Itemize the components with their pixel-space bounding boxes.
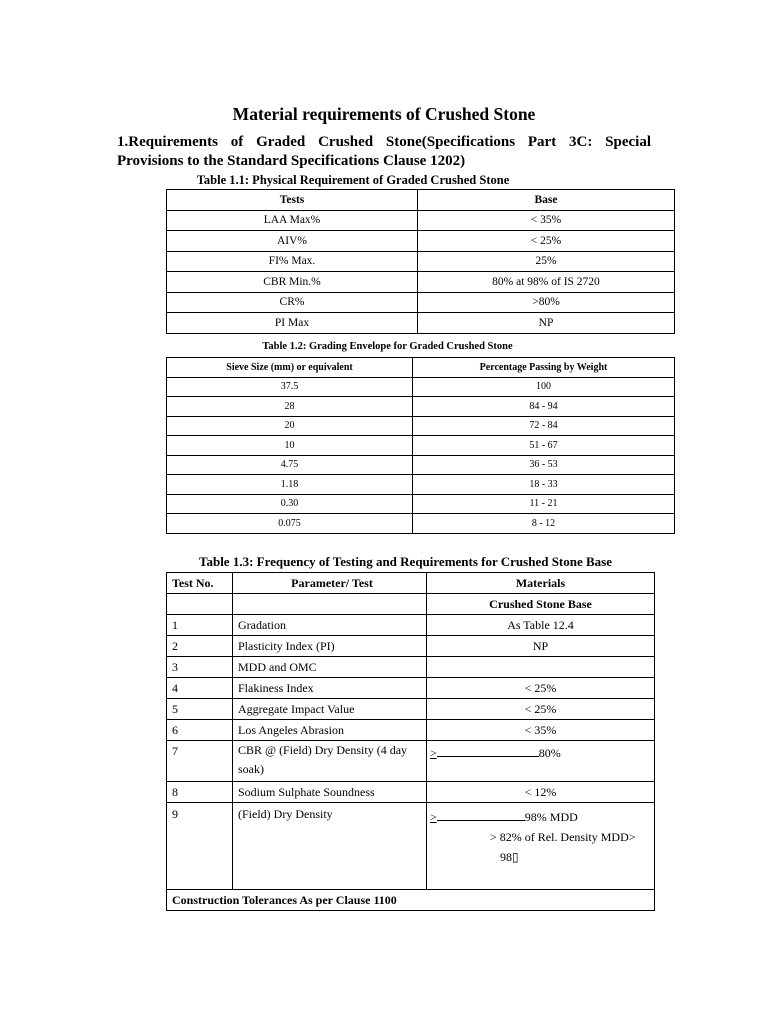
table-cell: 5: [167, 699, 233, 720]
table-row: [167, 231, 675, 252]
table-cell: < 35%: [427, 720, 655, 741]
table-cell: 8: [167, 782, 233, 803]
table-row: [167, 803, 655, 890]
table-cell: 2: [167, 636, 233, 657]
table-header-cell: Sieve Size (mm) or equivalent: [167, 358, 413, 378]
table-footer-row: [167, 890, 655, 911]
table-row: [167, 436, 675, 456]
table-cell: < 25%: [418, 231, 675, 252]
table1-caption: Table 1.1: Physical Requirement of Graded Crushed Stone: [196, 173, 510, 187]
table-footer-cell: Construction Tolerances As per Clause 1100: [167, 890, 655, 911]
table-cell: Sodium Sulphate Soundness: [233, 782, 427, 803]
table-row: [167, 741, 655, 782]
table-cell: 80% at 98% of IS 2720: [418, 272, 675, 293]
testing-frequency-table: [166, 572, 655, 911]
table-row: [167, 678, 655, 699]
table-row: [167, 455, 675, 475]
table-cell: FI% Max.: [167, 251, 418, 272]
table-cell: < 25%: [427, 678, 655, 699]
table-header-cell: Test No.: [167, 573, 233, 594]
greater-than-symbol: >: [430, 746, 437, 760]
table-row: [167, 272, 675, 293]
table-cell: As Table 12.4: [427, 615, 655, 636]
table-cell: 4: [167, 678, 233, 699]
table-cell: 4.75: [167, 455, 413, 475]
table-row: [167, 514, 675, 534]
table-subheader-row: [167, 594, 655, 615]
document-title: Material requirements of Crushed Stone: [232, 104, 536, 124]
table-cell: 8 - 12: [413, 514, 675, 534]
value-line: 98▯: [500, 850, 519, 864]
value-text: 80%: [538, 746, 561, 760]
table-subheader-cell: Crushed Stone Base: [427, 594, 655, 615]
table-cell: 6: [167, 720, 233, 741]
table-cell: 11 - 21: [413, 494, 675, 514]
table-row: [167, 251, 675, 272]
table-cell: [167, 594, 233, 615]
table-cell: Gradation: [233, 615, 427, 636]
table-cell: 3: [167, 657, 233, 678]
table-cell: Flakiness Index: [233, 678, 427, 699]
table-cell: AIV%: [167, 231, 418, 252]
table-cell: < 12%: [427, 782, 655, 803]
table-cell: 1.18: [167, 475, 413, 495]
table3-caption: Table 1.3: Frequency of Testing and Requirements for Crushed Stone Base: [198, 554, 613, 569]
table-row: [167, 377, 675, 397]
table-cell: PI Max: [167, 313, 418, 334]
table-row: [167, 416, 675, 436]
table-cell: Aggregate Impact Value: [233, 699, 427, 720]
table-row: [167, 397, 675, 417]
underline-blank: [437, 744, 539, 757]
table-cell: 10: [167, 436, 413, 456]
table-cell: MDD and OMC: [233, 657, 427, 678]
table-cell: LAA Max%: [167, 210, 418, 231]
table-cell: 51 - 67: [413, 436, 675, 456]
table-cell: >80%: [418, 292, 675, 313]
table-row: [167, 494, 675, 514]
table-header-row: [167, 358, 675, 378]
grading-envelope-table: [166, 357, 675, 534]
table-cell: 36 - 53: [413, 455, 675, 475]
table-header-cell: Tests: [167, 190, 418, 211]
section-heading-continued: Provisions to the Standard Specifications Clause 1202): [117, 153, 466, 169]
value-text: 98% MDD: [524, 810, 578, 824]
table-cell: NP: [418, 313, 675, 334]
underline-blank: [437, 808, 525, 821]
value-line: [430, 807, 654, 827]
table-header-cell: Percentage Passing by Weight: [413, 358, 675, 378]
table-cell: (Field) Dry Density: [233, 803, 427, 890]
table-row: [167, 657, 655, 678]
table-cell: 84 - 94: [413, 397, 675, 417]
table-row: [167, 720, 655, 741]
table-header-cell: Base: [418, 190, 675, 211]
table-cell: 18 - 33: [413, 475, 675, 495]
table-cell: CBR @ (Field) Dry Density (4 day soak): [233, 741, 427, 782]
table-cell: Plasticity Index (PI): [233, 636, 427, 657]
greater-than-symbol: >: [430, 810, 437, 824]
table-cell: CR%: [167, 292, 418, 313]
table-cell: 25%: [418, 251, 675, 272]
table-cell: 100: [413, 377, 675, 397]
table2-caption: Table 1.2: Grading Envelope for Graded Crushed Stone: [262, 341, 513, 352]
table-cell: [427, 803, 655, 890]
table-cell: < 35%: [418, 210, 675, 231]
table-cell: 37.5: [167, 377, 413, 397]
table-header-row: [167, 573, 655, 594]
table-cell: [427, 657, 655, 678]
table-row: [167, 475, 675, 495]
table-cell: 72 - 84: [413, 416, 675, 436]
table-cell: 28: [167, 397, 413, 417]
table-cell: 0.075: [167, 514, 413, 534]
table-cell: NP: [427, 636, 655, 657]
table-cell: CBR Min.%: [167, 272, 418, 293]
section-heading: 1.Requirements of Graded Crushed Stone(Specifications Part 3C: Special: [117, 134, 651, 150]
table-row: [167, 699, 655, 720]
table-row: [167, 615, 655, 636]
table-cell: Los Angeles Abrasion: [233, 720, 427, 741]
table-row: [167, 210, 675, 231]
table-cell: 9: [167, 803, 233, 890]
table-cell: < 25%: [427, 699, 655, 720]
table-cell: [427, 741, 655, 782]
value-line: > 82% of Rel. Density MDD>: [490, 830, 636, 844]
table-cell: 1: [167, 615, 233, 636]
table-row: [167, 782, 655, 803]
table-cell: [233, 594, 427, 615]
table-cell: 0.30: [167, 494, 413, 514]
table-row: [167, 313, 675, 334]
physical-requirement-table: [166, 189, 675, 334]
table-row: [167, 292, 675, 313]
table-cell: 7: [167, 741, 233, 782]
table-row: [167, 636, 655, 657]
table-header-cell: Materials: [427, 573, 655, 594]
table-header-cell: Parameter/ Test: [233, 573, 427, 594]
table-cell: 20: [167, 416, 413, 436]
table-header-row: [167, 190, 675, 211]
